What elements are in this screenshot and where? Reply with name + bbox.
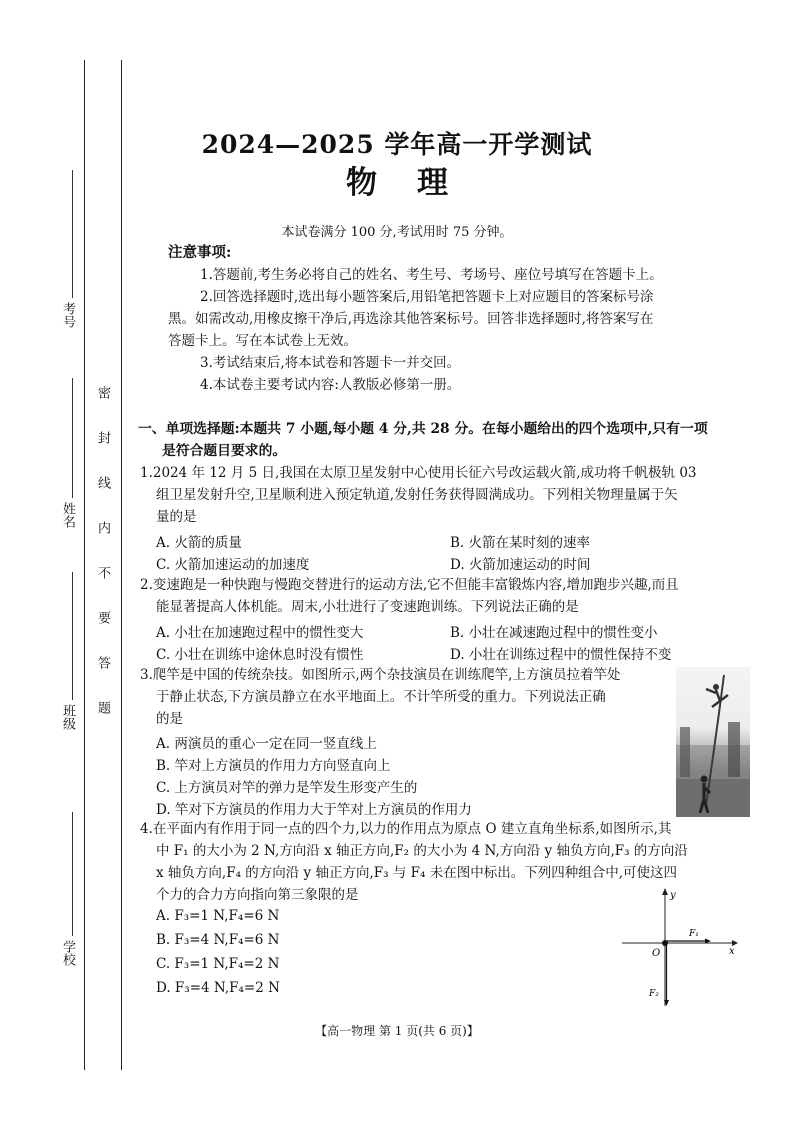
q1-line-2: 组卫星发射升空,卫星顺利进入预定轨道,发射任务获得圆满成功。下列相关物理量属于矢 bbox=[156, 487, 678, 503]
exam-no-label: 考号 bbox=[60, 302, 75, 328]
f1-label: F₁ bbox=[689, 929, 699, 939]
subject-title: 物理 bbox=[346, 165, 488, 201]
note-2-cont: 黑。如需改动,用橡皮擦干净后,再选涂其他答案标号。回答非选择题时,将答案写在 bbox=[168, 311, 654, 327]
q2-option-d: D. 小壮在训练过程中的惯性保持不变 bbox=[450, 647, 672, 663]
exam-title: 2024—2025 学年高一开学测试 bbox=[201, 130, 593, 159]
f2-label: F₂ bbox=[649, 989, 659, 999]
notes-heading: 注意事项: bbox=[168, 244, 232, 261]
q1-option-d: D. 火箭加速运动的时间 bbox=[450, 557, 591, 573]
school-blank bbox=[72, 812, 73, 936]
q2-option-b: B. 小壮在减速跑过程中的惯性变小 bbox=[450, 625, 658, 641]
q4-line-2: 中 F₁ 的大小为 2 N,方向沿 x 轴正方向,F₂ 的大小为 4 N,方向沿 y 轴负方向,F₃ 的方向沿 bbox=[156, 843, 688, 859]
force-coordinate-diagram bbox=[612, 886, 742, 1010]
origin-label: O bbox=[652, 948, 661, 959]
page-footer: 【高一物理 第 1 页(共 6 页)】 bbox=[315, 1024, 479, 1038]
section-1-heading: 一、单项选择题:本题共 7 小题,每小题 4 分,共 28 分。在每小题给出的四个选项中,只有一项 bbox=[138, 421, 708, 437]
q1-line-1: 1.2024 年 12 月 5 日,我国在太原卫星发射中心使用长征六号改运载火箭,成功将千帆极轨 03 bbox=[140, 465, 697, 481]
q2-option-c: C. 小壮在训练中途休息时没有惯性 bbox=[156, 647, 364, 663]
q1-option-a: A. 火箭的质量 bbox=[156, 535, 242, 551]
note-2: 2.回答选择题时,选出每小题答案后,用铅笔把答题卡上对应题目的答案标号涂 bbox=[200, 289, 654, 305]
q1-line-3: 量的是 bbox=[156, 509, 197, 525]
q4-option-a: A. F₃=1 N,F₄=6 N bbox=[156, 908, 280, 924]
class-label: 班级 bbox=[60, 704, 75, 730]
y-axis-arrow-icon bbox=[662, 888, 668, 895]
q3-option-a: A. 两演员的重心一定在同一竖直线上 bbox=[156, 736, 377, 752]
note-1: 1.答题前,考生务必将自己的姓名、考生号、考场号、座位号填写在答题卡上。 bbox=[200, 267, 663, 283]
q4-line-3: x 轴负方向,F₄ 的方向沿 y 轴正方向,F₃ 与 F₄ 未在图中标出。下列四种组合中,可使这四 bbox=[156, 865, 677, 881]
q3-line-2: 于静止状态,下方演员静立在水平地面上。不计竿所受的重力。下列说法正确 bbox=[156, 689, 606, 705]
q2-option-a: A. 小壮在加速跑过程中的惯性变大 bbox=[156, 625, 364, 641]
seal-notice: 密封线内不要答题 bbox=[95, 386, 110, 746]
q4-option-d: D. F₃=4 N,F₄=2 N bbox=[156, 980, 280, 996]
q4-line-1: 4.在平面内有作用于同一点的四个力,以力的作用点为原点 O 建立直角坐标系,如图所示,其 bbox=[140, 821, 672, 837]
pole-climbing-photo bbox=[676, 667, 750, 817]
binding-line-right bbox=[121, 60, 122, 1070]
name-blank bbox=[72, 378, 73, 498]
q2-line-2: 能显著提高人体机能。周末,小壮进行了变速跑训练。下列说法正确的是 bbox=[156, 599, 579, 615]
school-label: 学校 bbox=[60, 940, 75, 966]
q4-option-b: B. F₃=4 N,F₄=6 N bbox=[156, 932, 280, 948]
section-1-heading-cont: 是符合题目要求的。 bbox=[162, 443, 287, 459]
q3-option-c: C. 上方演员对竿的弹力是竿发生形变产生的 bbox=[156, 780, 418, 796]
note-2-cont2: 答题卡上。写在本试卷上无效。 bbox=[168, 333, 357, 349]
q3-line-1: 3.爬竿是中国的传统杂技。如图所示,两个杂技演员在训练爬竿,上方演员拉着竿处 bbox=[140, 667, 621, 683]
q1-option-c: C. 火箭加速运动的加速度 bbox=[156, 557, 310, 573]
pole-climbing-illustration bbox=[676, 667, 750, 817]
y-axis-label: y bbox=[670, 890, 676, 901]
binding-line-left bbox=[84, 60, 85, 1070]
q1-option-b: B. 火箭在某时刻的速率 bbox=[450, 535, 591, 551]
q3-line-3: 的是 bbox=[156, 711, 183, 727]
name-label: 姓名 bbox=[60, 502, 75, 528]
q4-line-4: 个力的合力方向指向第三象限的是 bbox=[156, 887, 359, 903]
q3-option-d: D. 竿对下方演员的作用力大于竿对上方演员的作用力 bbox=[156, 802, 472, 818]
exam-info: 本试卷满分 100 分,考试用时 75 分钟。 bbox=[281, 225, 513, 240]
note-4: 4.本试卷主要考试内容:人教版必修第一册。 bbox=[200, 377, 461, 393]
q4-option-c: C. F₃=1 N,F₄=2 N bbox=[156, 956, 280, 972]
class-blank bbox=[72, 572, 73, 700]
x-axis-label: x bbox=[729, 946, 735, 957]
note-3: 3.考试结束后,将本试卷和答题卡一并交回。 bbox=[200, 355, 461, 371]
q2-line-1: 2.变速跑是一种快跑与慢跑交替进行的运动方法,它不但能丰富锻炼内容,增加跑步兴趣,而且 bbox=[140, 577, 679, 593]
q3-option-b: B. 竿对上方演员的作用力方向竖直向上 bbox=[156, 758, 391, 774]
